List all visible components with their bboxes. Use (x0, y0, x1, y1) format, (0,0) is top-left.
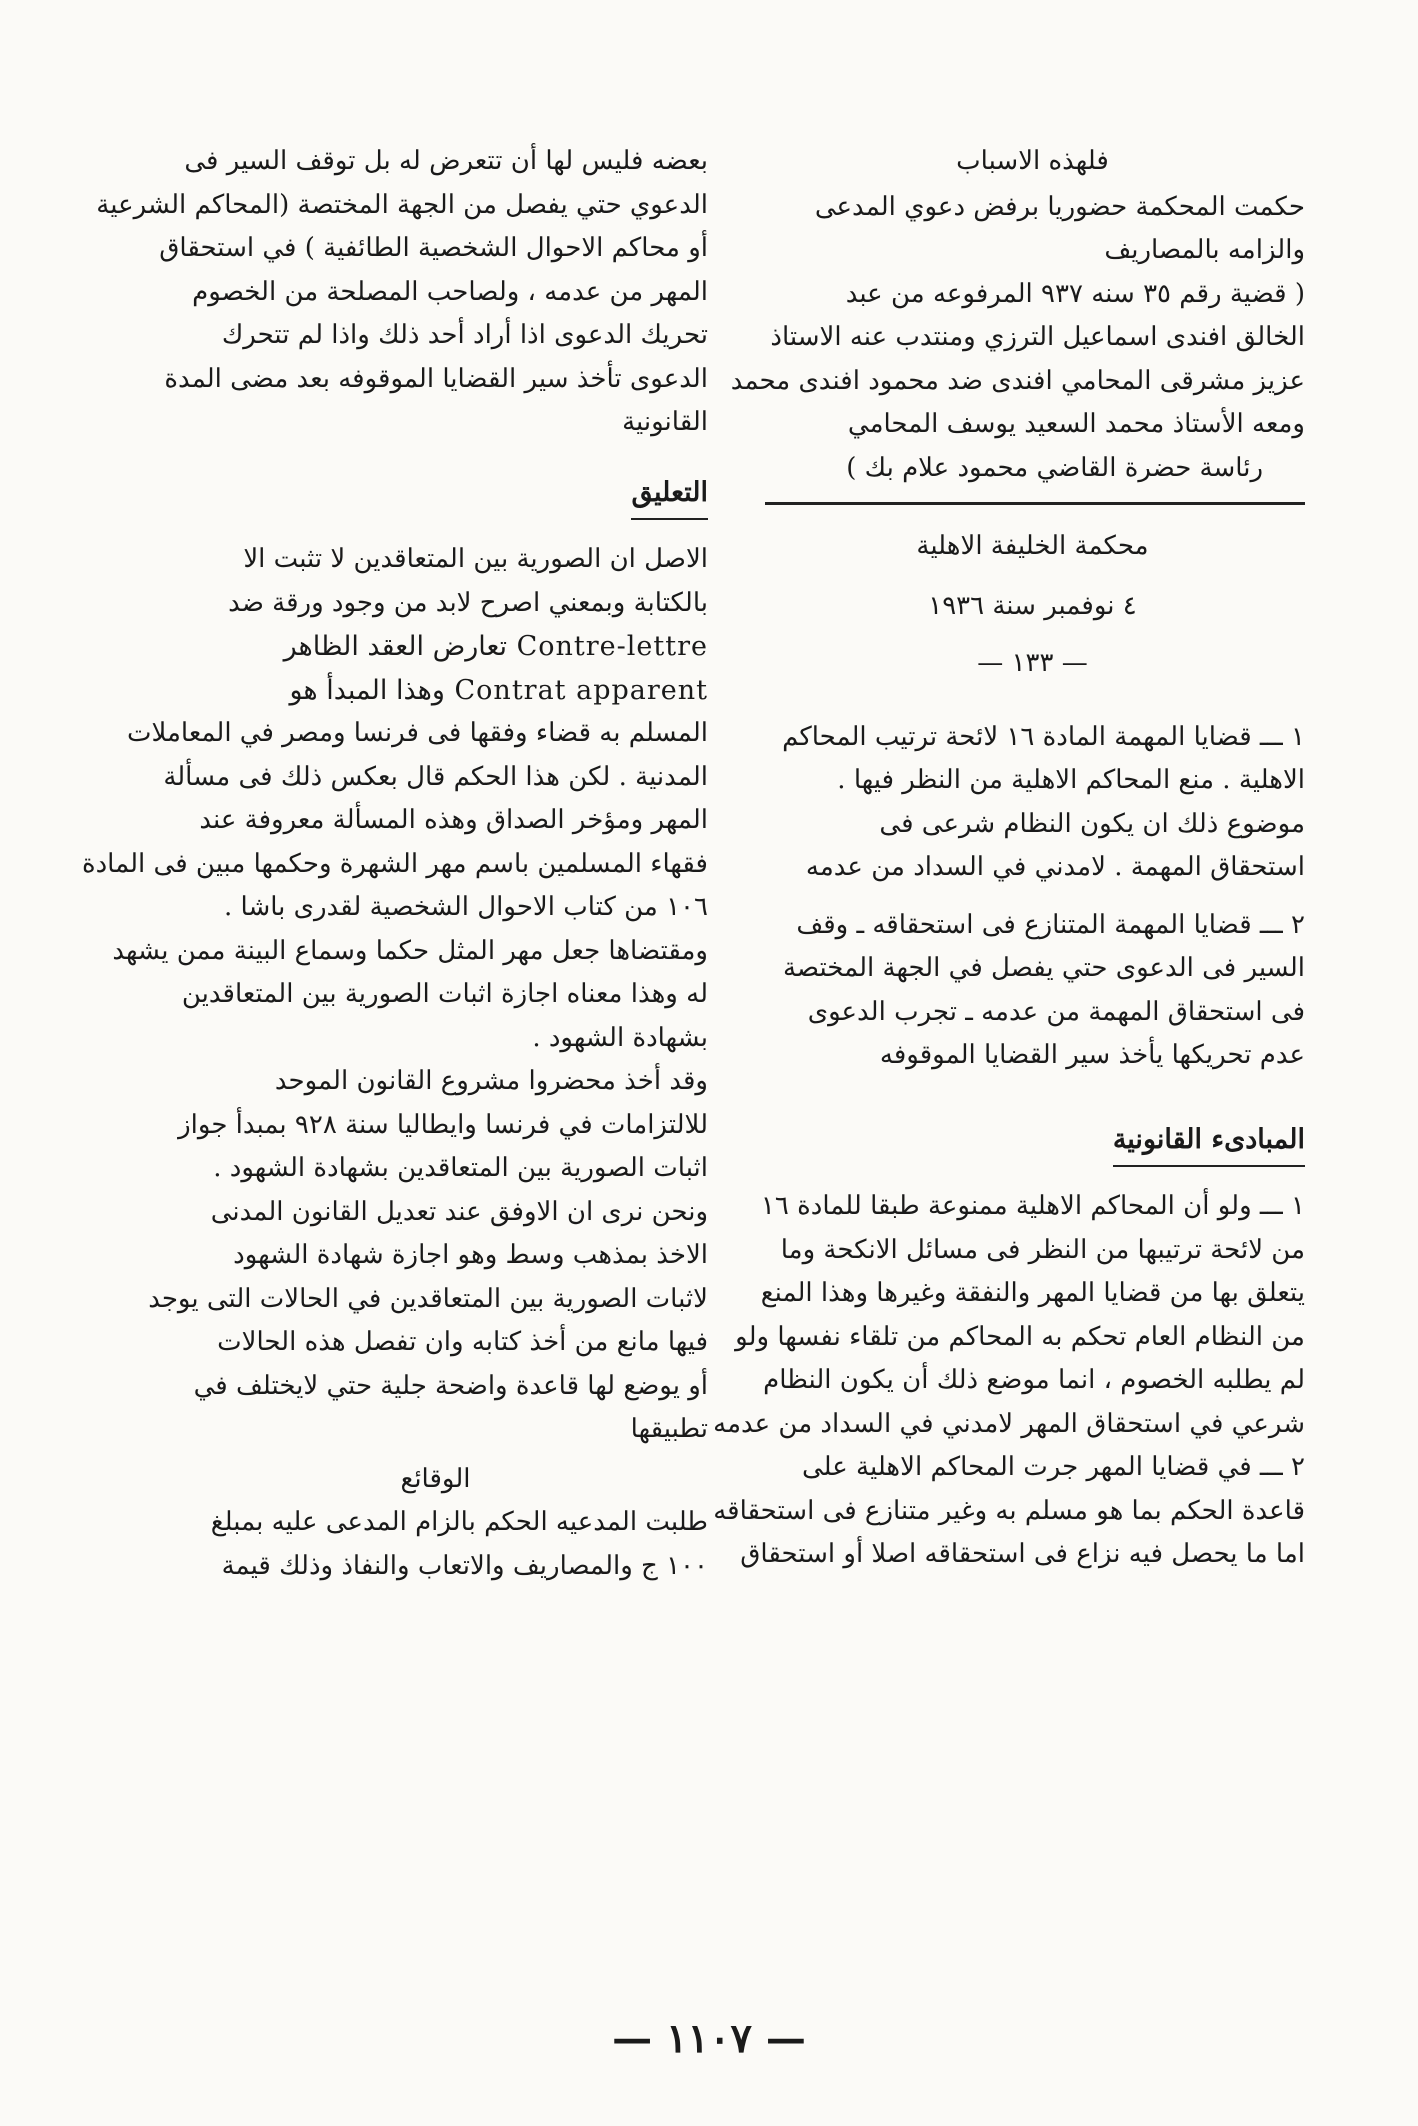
commentary-line: فقهاء المسلمين باسم مهر الشهرة وحكمها مبين فى المادة (81, 848, 708, 879)
commentary-line: له وهذا معناه اجازة اثبات الصورية بين المتعاقدين (181, 979, 708, 1009)
commentary-line: بشهادة الشهود . (532, 1022, 708, 1053)
commentary-line: المدنية . لكن هذا الحكم قال بعكس ذلك فى مسألة (163, 761, 708, 792)
ruling-text (760, 186, 1305, 273)
case-info (730, 273, 1305, 491)
body-line: لم يطلبه الخصوم ، انما موضع ذلك أن يكون النظام (763, 1365, 1305, 1395)
commentary-line: المسلم به قضاء وفقها فى فرنسا ومصر في المعاملات (126, 718, 708, 748)
body-line: يتعلق بها من قضايا المهر والنفقة وغيرها وهذا المنع (760, 1278, 1305, 1308)
facts-body (163, 1501, 708, 1588)
commentary-line: وقد أخذ محضروا مشروع القانون الموحد (274, 1066, 708, 1096)
text-line: القانونية (622, 407, 708, 437)
ruling-line: حكمت المحكمة حضوريا برفض دعوي المدعى (814, 191, 1305, 222)
case-number: — ١٣٣ — (977, 648, 1088, 678)
text-line: بعضه فليس لها أن تتعرض له بل توقف السير فى (184, 146, 708, 176)
principle-line: السير فى الدعوى حتي يفصل في الجهة المختصة (782, 953, 1305, 983)
commentary-line: ونحن نرى ان الاوفق عند تعديل القانون المدنى (210, 1196, 708, 1227)
text-line: تحريك الدعوى اذا أراد أحد ذلك واذا لم تتحرك (221, 320, 708, 350)
ruling-line: والزامه بالمصاريف (1104, 235, 1305, 265)
text-line: أو محاكم الاحوال الشخصية الطائفية ) في استحقاق (159, 233, 708, 263)
facts-line: ١٠٠ ج والمصاريف والاتعاب والنفاذ وذلك قيمة (221, 1550, 708, 1581)
case-line: رئاسة حضرة القاضي محمود علام بك ) (846, 452, 1263, 483)
case-line: ( قضية رقم ٣٥ سنه ٩٣٧ المرفوعه من عبد (845, 278, 1305, 309)
legal-principles-title: المبادىء القانونية (1113, 1118, 1305, 1168)
commentary-line: تطبيقها (630, 1414, 708, 1444)
case-line: ومعه الأستاذ محمد السعيد يوسف المحامي (847, 409, 1305, 439)
body-line: اما ما يحصل فيه نزاع فى استحقاقه اصلا أو استحقاق (740, 1539, 1305, 1569)
commentary-body (81, 538, 708, 1452)
body-line: قاعدة الحكم بما هو مسلم به وغير متنازع فى استحقاقه (713, 1495, 1305, 1526)
right-column (713, 140, 1305, 1577)
section-divider (765, 502, 1305, 505)
court-title: محكمة الخليفة الاهلية (916, 531, 1149, 561)
principle-line: فى استحقاق المهمة من عدمه ـ تجرب الدعوى (807, 996, 1305, 1027)
text-line: الدعوي حتي يفصل من الجهة المختصة (المحاكم الشرعية (96, 189, 708, 220)
principle-line: عدم تحريكها يأخذ سير القضايا الموقوفه (879, 1040, 1305, 1070)
case-line: الخالق افندى اسماعيل الترزي ومنتدب عنه الاستاذ (770, 322, 1305, 352)
commentary-title: التعليق (631, 471, 708, 521)
commentary-line: فيها مانع من أخذ كتابه وان تفصل هذه الحالات (217, 1327, 708, 1357)
principle-line: استحقاق المهمة . لامدني في السداد من عدمه (805, 852, 1305, 882)
facts-title: الوقائع (400, 1463, 471, 1494)
ruling-heading: فلهذه الاسباب (956, 146, 1109, 176)
body-line: من لائحة ترتيبها من النظر فى مسائل الانكحة وما (780, 1234, 1305, 1265)
page-number: — ١١٠٧ — (612, 2015, 806, 2062)
commentary-line: اثبات الصورية بين المتعاقدين بشهادة الشهود . (213, 1153, 708, 1183)
body-line: شرعي في استحقاق المهر لامدني في السداد من عدمه (713, 1408, 1305, 1439)
principle-line: الاهلية . منع المحاكم الاهلية من النظر فيها . (837, 765, 1305, 795)
facts-line: طلبت المدعيه الحكم بالزام المدعى عليه بمبلغ (210, 1507, 708, 1537)
principle-2 (760, 904, 1305, 1078)
commentary-line: لاثبات الصورية بين المتعاقدين في الحالات التى يوجد (148, 1283, 708, 1314)
principle-1 (760, 716, 1305, 890)
principle-line: ١ ـــ قضايا المهمة المادة ١٦ لائحة ترتيب المحاكم (782, 721, 1305, 752)
commentary-line: أو يوضع لها قاعدة واضحة جلية حتي لايختلف في (193, 1370, 708, 1401)
legal-principles-body (713, 1185, 1305, 1577)
case-line: عزيز مشرقى المحامي افندى ضد محمود افندى محمد (730, 365, 1305, 396)
left-column (81, 140, 708, 1588)
court-date: ٤ نوفمبر سنة ١٩٣٦ (928, 590, 1137, 621)
text-line: المهر من عدمه ، ولصاحب المصلحة من الخصوم (192, 276, 708, 307)
body-line: ١ ـــ ولو أن المحاكم الاهلية ممنوعة طبقا للمادة ١٦ (760, 1191, 1305, 1221)
commentary-line: الاصل ان الصورية بين المتعاقدين لا تثبت الا (243, 544, 708, 574)
principle-line: موضوع ذلك ان يكون النظام شرعى فى (879, 808, 1305, 839)
text-line: الدعوى تأخذ سير القضايا الموقوفه بعد مضى المدة (164, 363, 708, 394)
commentary-line: الاخذ بمذهب وسط وهو اجازة شهادة الشهود (233, 1240, 708, 1270)
commentary-line: ومقتضاها جعل مهر المثل حكما وسماع البينة ممن يشهد (112, 935, 708, 966)
commentary-line: Contrat apparent وهذا المبدأ هو (289, 674, 708, 706)
body-line: ٢ ـــ في قضايا المهر جرت المحاكم الاهلية على (801, 1452, 1305, 1482)
commentary-line: المهر ومؤخر الصداق وهذه المسألة معروفة عند (199, 805, 708, 835)
continuation-text (96, 140, 708, 445)
body-line: من النظام العام تحكم به المحاكم من تلقاء نفسها ولو (735, 1321, 1305, 1352)
commentary-line: Contre-lettre تعارض العقد الظاهر (283, 631, 708, 662)
commentary-line: للالتزامات في فرنسا وايطاليا سنة ٩٢٨ بمبدأ جواز (178, 1109, 708, 1140)
commentary-line: ١٠٦ من كتاب الاحوال الشخصية لقدرى باشا . (224, 892, 708, 922)
commentary-line: بالكتابة وبمعني اصرح لابد من وجود ورقة ضد (228, 587, 708, 618)
principle-line: ٢ ـــ قضايا المهمة المتنازع فى استحقاقه ـ وقف (796, 909, 1305, 940)
